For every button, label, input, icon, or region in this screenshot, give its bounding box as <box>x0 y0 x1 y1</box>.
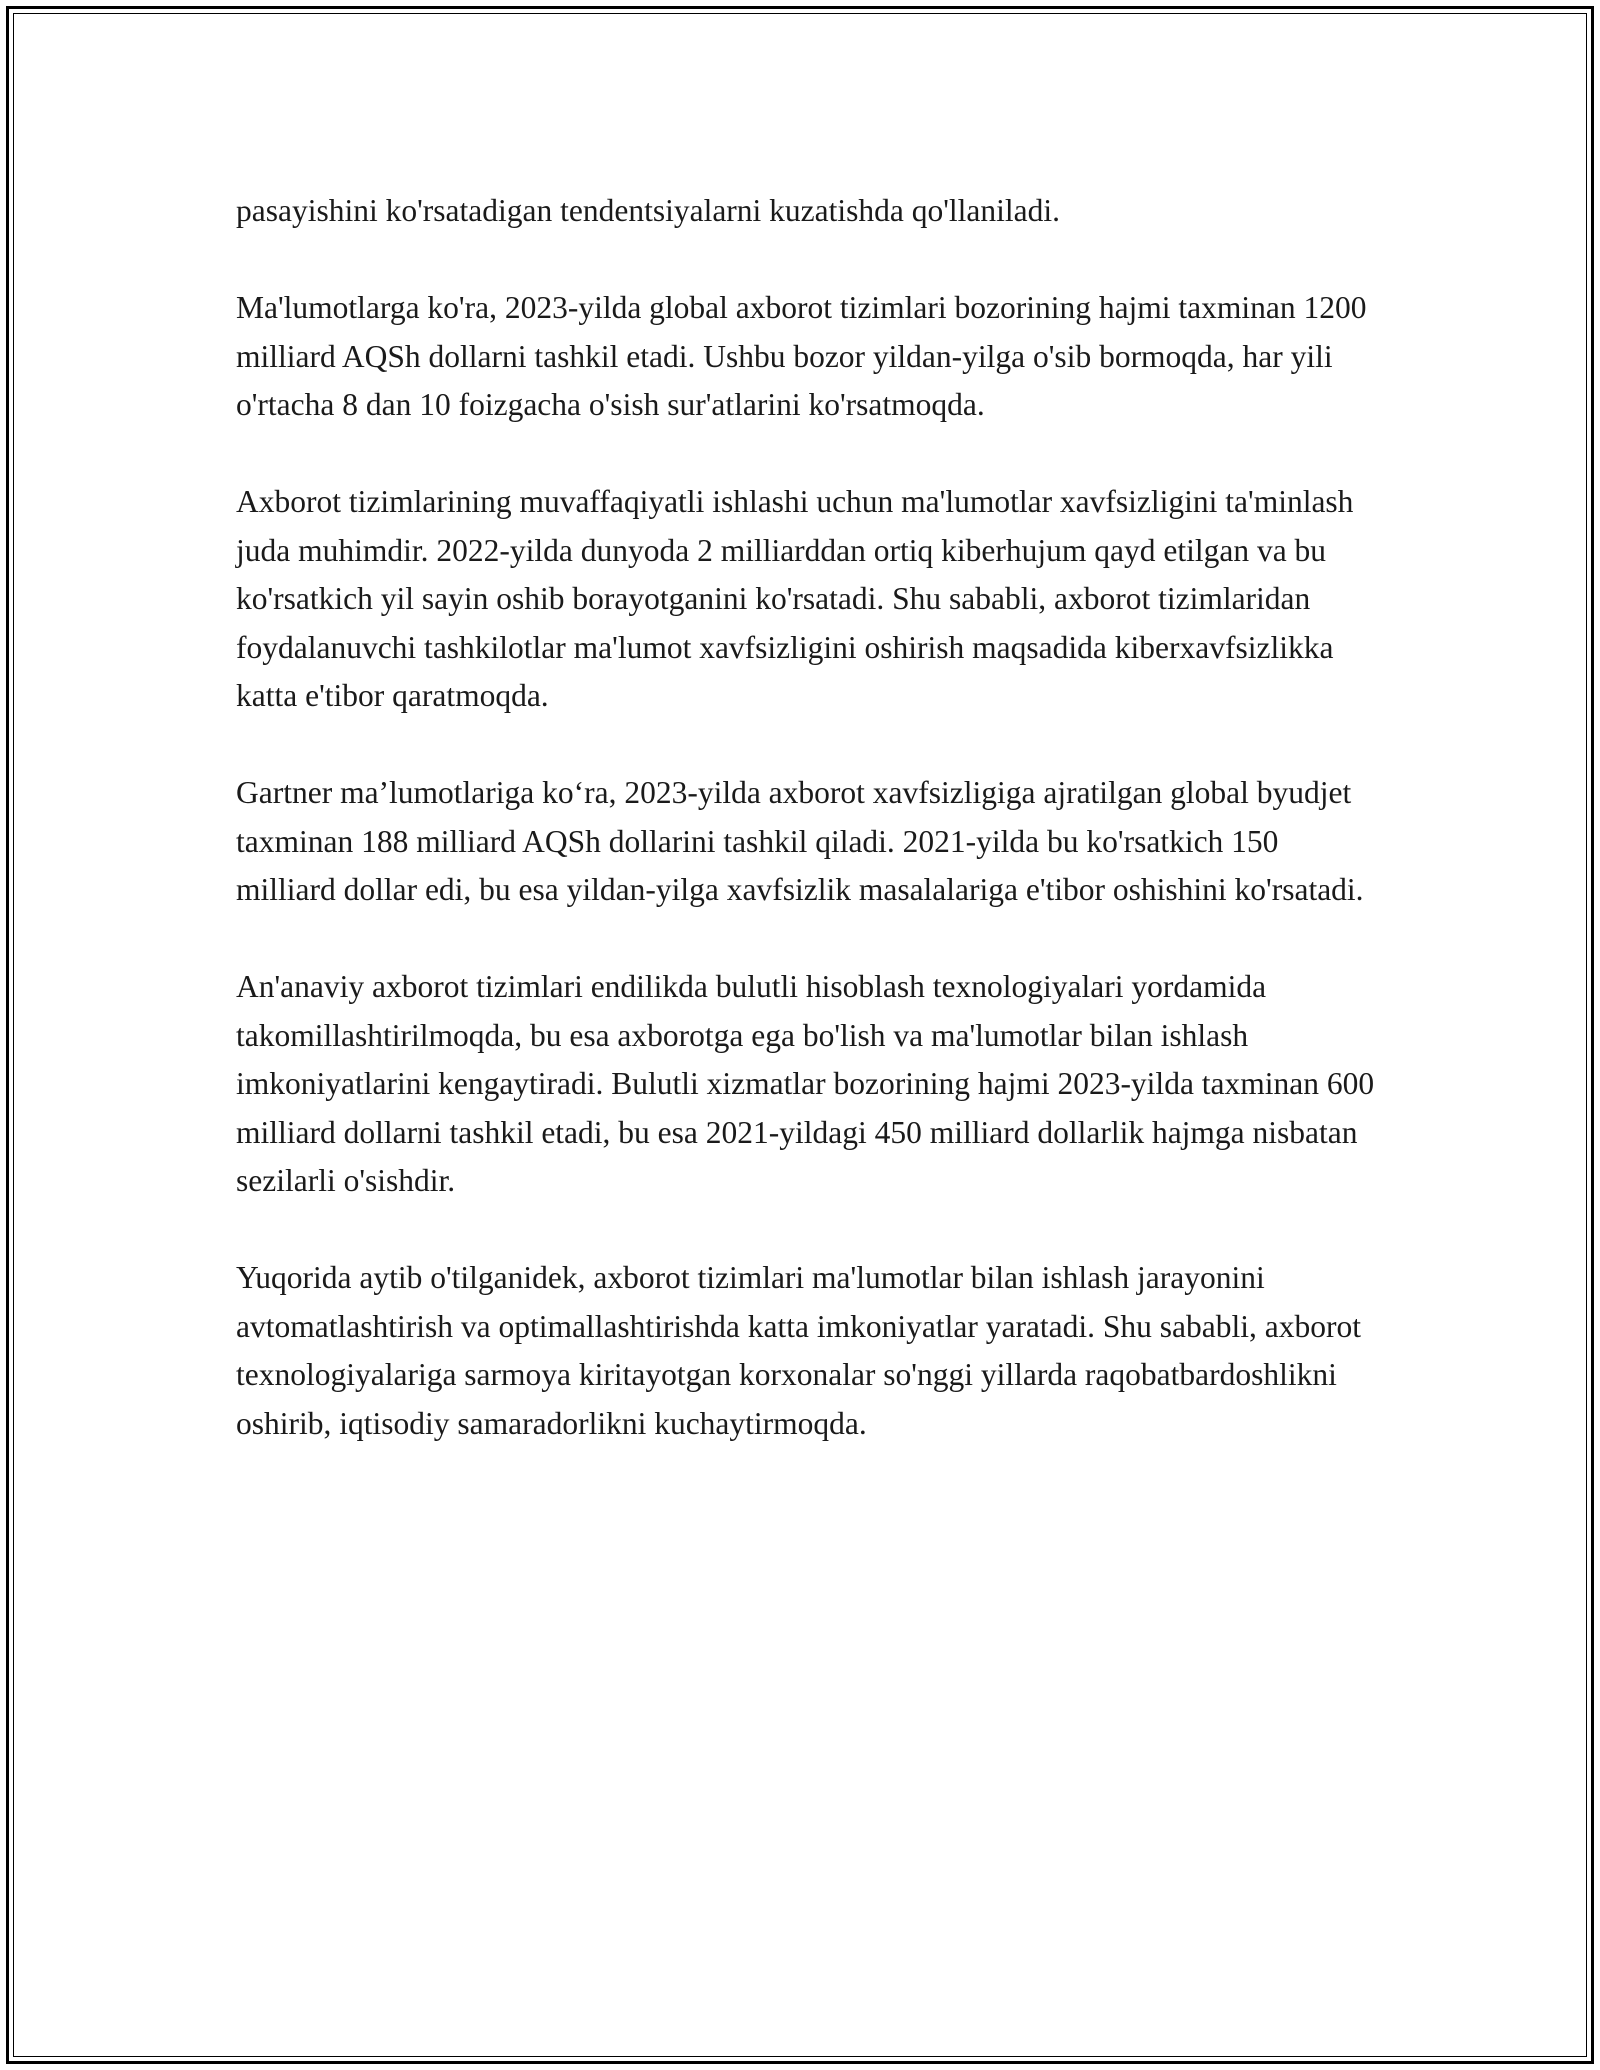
paragraph-cloud-computing: An'anaviy axborot tizimlari endilikda bulutli hisoblash texnologiyalari yordamida takomillashtirilmoqda, bu esa axborotga ega bo'lish va ma'lumotlar bilan ishlash imkoniyatlarini kengaytiradi. Bulutli xizmatlar bozorining hajmi 2023-yilda taxminan 600 milliard dollarni tashkil etadi, bu esa 2021-yildagi 450 milliard dollarlik hajmga nisbatan sezilarli o'sishdir. <box>236 969 1375 1198</box>
paragraph-conclusion: Yuqorida aytib o'tilganidek, axborot tizimlari ma'lumotlar bilan ishlash jarayonini avtomatlashtirish va optimallashtirishda katta imkoniyatlar yaratadi. Shu sababli, axborot texnologiyalariga sarmoya kiritayotgan korxonalar so'nggi yillarda raqobatbardoshlikni oshirib, iqtisodiy samaradorlikni kuchaytirmoqda. <box>236 1260 1361 1441</box>
paragraph-market-size: Ma'lumotlarga ko'ra, 2023-yilda global axborot tizimlari bozorining hajmi taxminan 1200 milliard AQSh dollarni tashkil etadi. Ushbu bozor yildan-yilga o'sib bormoqda, har yili o'rtacha 8 dan 10 foizgacha o'sish sur'atlarini ko'rsatmoqda. <box>236 290 1367 422</box>
paragraph-data-security: Axborot tizimlarining muvaffaqiyatli ishlashi uchun ma'lumotlar xavfsizligini ta'minlash juda muhimdir. 2022-yilda dunyoda 2 milliarddan ortiq kiberhujum qayd etilgan va bu ko'rsatkich yil sayin oshib borayotganini ko'rsatadi. Shu sababli, axborot tizimlaridan foydalanuvchi tashkilotlar ma'lumot xavfsizligini oshirish maqsadida kiberxavfsizlikka katta e'tibor qaratmoqda. <box>236 484 1354 713</box>
document-body <box>236 187 1376 1497</box>
paragraph-continuation: pasayishini ko'rsatadigan tendentsiyalarni kuzatishda qo'llaniladi. <box>236 193 1061 228</box>
paragraph-security-budget: Gartner ma’lumotlariga ko‘ra, 2023-yilda axborot xavfsizligiga ajratilgan global byudjet taxminan 188 milliard AQSh dollarini tashkil qiladi. 2021-yilda bu ko'rsatkich 150 milliard dollar edi, bu esa yildan-yilga xavfsizlik masalalariga e'tibor oshishini ko'rsatadi. <box>236 775 1364 907</box>
